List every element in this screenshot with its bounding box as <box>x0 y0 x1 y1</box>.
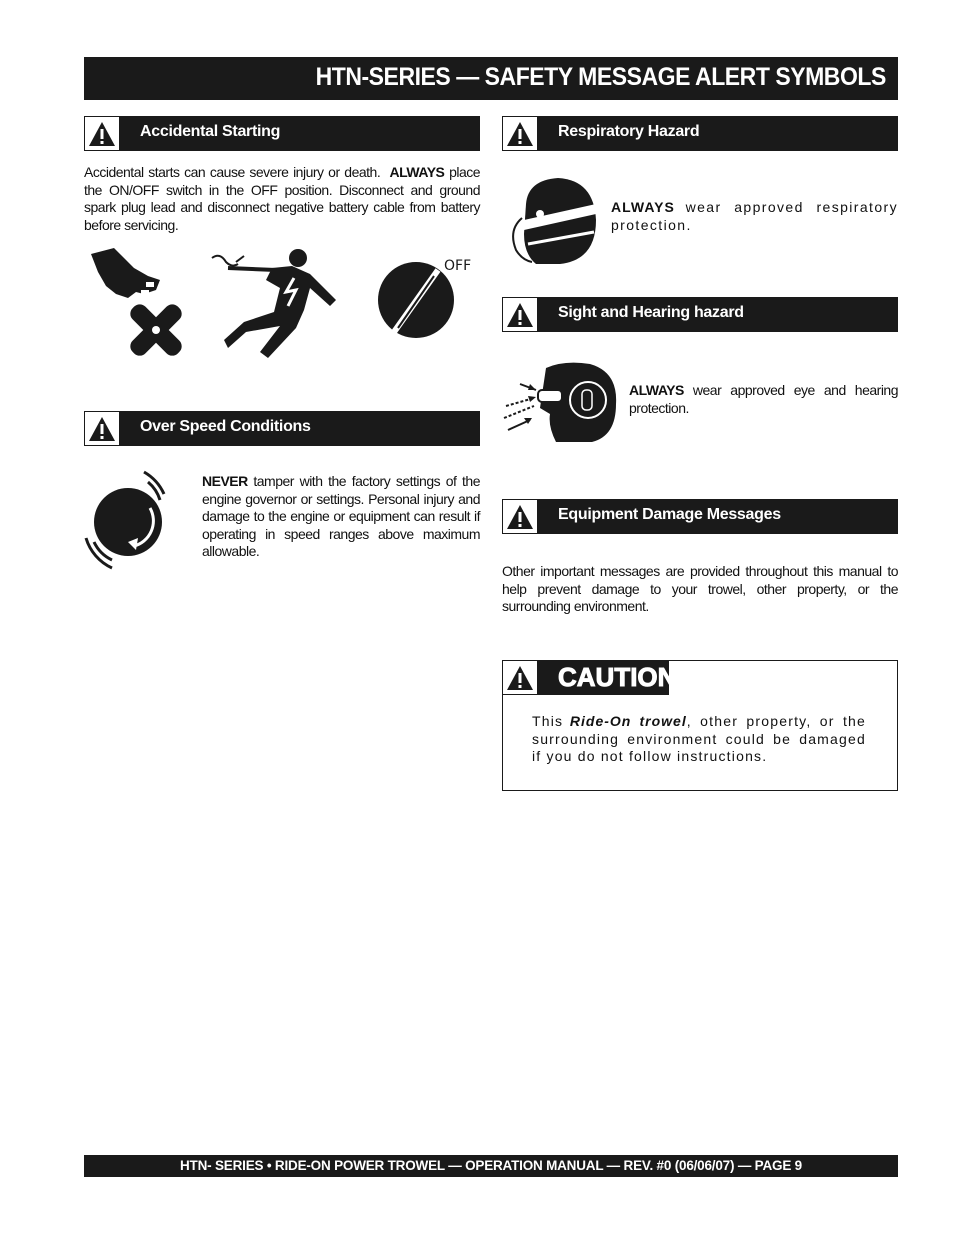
warning-triangle-icon <box>502 660 538 695</box>
switch-off-label: OFF <box>444 258 472 274</box>
warning-triangle-icon <box>502 297 538 332</box>
equipment-damage-text: Other important messages are provided throughout this manual to help prevent damage to your trowel, other property, or the surrounding environment. <box>502 563 898 614</box>
section-title: Over Speed Conditions <box>140 418 311 435</box>
page-title-bar <box>84 57 898 100</box>
section-header-accidental-starting <box>84 116 480 151</box>
warning-triangle-icon <box>502 116 538 151</box>
caution-text: This Ride-On trowel, other property, or the surrounding environment could be damaged if you do not follow instructions. <box>532 713 867 764</box>
warning-triangle-icon <box>84 116 120 151</box>
section-header-over-speed <box>84 411 480 446</box>
section-title: Equipment Damage Messages <box>558 506 781 523</box>
section-title: Sight and Hearing hazard <box>558 304 744 321</box>
accidental-starting-text: Accidental starts can cause severe injury or death. ALWAYS place the ON/OFF switch in the OFF position. Disconnect and ground spark plug lead and disconnect negative battery cable from battery before servicing. <box>84 164 481 233</box>
hand-fan-hazard-icon <box>86 246 196 364</box>
warning-triangle-icon <box>84 411 120 446</box>
footer-text: HTN- SERIES • RIDE-ON POWER TROWEL — OPERATION MANUAL — REV. #0 (06/06/07) — PAGE 9 <box>180 1158 802 1173</box>
respirator-mask-icon <box>506 174 602 270</box>
eye-ear-protection-icon <box>500 360 620 446</box>
electric-shock-hazard-icon <box>206 248 346 364</box>
section-header-respiratory-hazard <box>502 116 898 151</box>
caution-word: CAUTION <box>558 662 677 692</box>
switch-off-icon <box>376 256 480 342</box>
section-title: Accidental Starting <box>140 123 281 140</box>
warning-triangle-icon <box>502 499 538 534</box>
footer-bar <box>84 1155 898 1177</box>
section-header-sight-hearing <box>502 297 898 332</box>
page-title: HTN-SERIES — SAFETY MESSAGE ALERT SYMBOLS <box>315 63 886 91</box>
caution-label <box>502 660 677 695</box>
sight-hearing-text: ALWAYS wear approved eye and hearing protection. <box>629 382 898 416</box>
section-title: Respiratory Hazard <box>558 123 700 140</box>
rotating-speed-icon <box>82 466 166 574</box>
respiratory-text: ALWAYS wear approved respiratory protection. <box>611 199 898 233</box>
over-speed-text: NEVER tamper with the factory settings of the engine governor or settings. Personal injury and damage to the engine or equipment can result if operating in speed ranges above maximum allowable. <box>202 473 481 559</box>
section-header-equipment-damage <box>502 499 898 534</box>
